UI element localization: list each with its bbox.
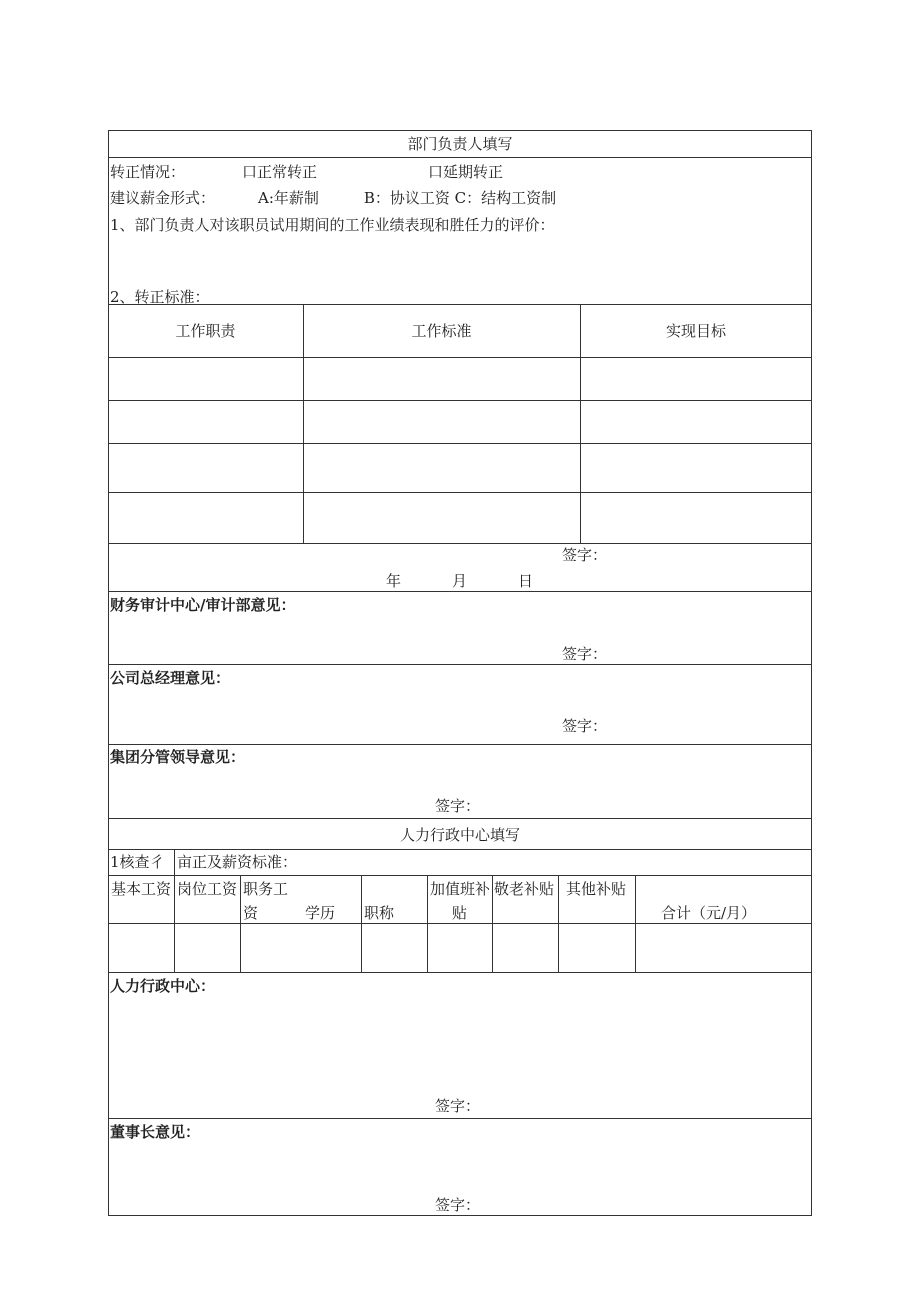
salary-header-other: 其他补贴 xyxy=(566,880,627,898)
criteria-header-target: 实现目标 xyxy=(665,322,726,340)
chairman-signature: 签字： xyxy=(435,1196,481,1214)
finance-signature: 签字： xyxy=(562,645,608,663)
hr-signature: 签字： xyxy=(435,1097,481,1115)
finance-opinion-label: 财务审计中心/审计部意见： xyxy=(110,596,296,614)
criteria-header-standard: 工作标准 xyxy=(411,322,472,340)
divider xyxy=(108,591,812,592)
divider xyxy=(108,357,812,358)
date-day: 日 xyxy=(518,572,534,590)
column-divider xyxy=(558,875,559,972)
section-header-hr: 人力行政中心填写 xyxy=(399,826,520,844)
divider xyxy=(108,972,812,973)
divider xyxy=(108,664,812,665)
salary-form-options: A:年薪制 B：协议工资 C：结构工资制 xyxy=(258,189,557,207)
option-delay-checkbox[interactable]: 口延期转正 xyxy=(428,163,504,181)
salary-header-education: 学历 xyxy=(305,904,336,922)
salary-header-duty-line2: 资 xyxy=(243,904,259,922)
criteria-label: 2、转正标准： xyxy=(110,288,210,306)
salary-header-overtime-line2: 贴 xyxy=(452,904,468,922)
divider xyxy=(108,443,812,444)
divider xyxy=(108,744,812,745)
hr-opinion-label: 人力行政中心： xyxy=(110,977,216,995)
chairman-opinion-label: 董事长意见： xyxy=(110,1123,201,1141)
evaluation-prompt: 1、部门负责人对该职员试用期间的工作业绩表现和胜任力的评价： xyxy=(110,216,555,234)
divider xyxy=(108,923,812,924)
divider xyxy=(108,818,812,819)
divider xyxy=(108,1118,812,1119)
column-divider xyxy=(635,875,636,972)
criteria-header-duty: 工作职责 xyxy=(175,322,236,340)
option-normal-checkbox[interactable]: 口正常转正 xyxy=(242,163,318,181)
divider xyxy=(108,543,812,544)
salary-header-total: 合计（元/月） xyxy=(661,904,757,922)
column-divider xyxy=(174,849,175,972)
salary-header-title: 职称 xyxy=(364,904,395,922)
date-month: 月 xyxy=(452,572,468,590)
salary-header-duty-line1: 职务工 xyxy=(243,880,289,898)
divider xyxy=(108,157,812,158)
divider xyxy=(108,849,812,850)
column-divider xyxy=(492,875,493,972)
gm-signature: 签字： xyxy=(562,717,608,735)
salary-header-overtime-line1: 加值班补 xyxy=(430,880,491,898)
salary-standard-label-b: 亩正及薪资标准： xyxy=(177,853,298,871)
divider xyxy=(108,492,812,493)
column-divider xyxy=(240,875,241,972)
dept-head-signature: 签字： xyxy=(562,546,608,564)
divider xyxy=(108,875,812,876)
salary-header-post: 岗位工资 xyxy=(177,880,238,898)
date-year: 年 xyxy=(386,572,402,590)
divider xyxy=(108,304,812,305)
status-label: 转正情况： xyxy=(110,163,186,181)
salary-form-label: 建议薪金形式： xyxy=(110,189,216,207)
gm-opinion-label: 公司总经理意见： xyxy=(110,669,231,687)
salary-header-base: 基本工资 xyxy=(111,880,172,898)
section-header-dept-head: 部门负责人填写 xyxy=(407,135,513,153)
column-divider xyxy=(427,875,428,972)
salary-standard-label-a: 1核查彳 xyxy=(110,853,165,871)
column-divider xyxy=(361,875,362,972)
group-leader-signature: 签字： xyxy=(435,797,481,815)
divider xyxy=(108,400,812,401)
group-leader-opinion-label: 集团分管领导意见： xyxy=(110,748,246,766)
salary-header-senior: 敬老补贴 xyxy=(494,880,555,898)
